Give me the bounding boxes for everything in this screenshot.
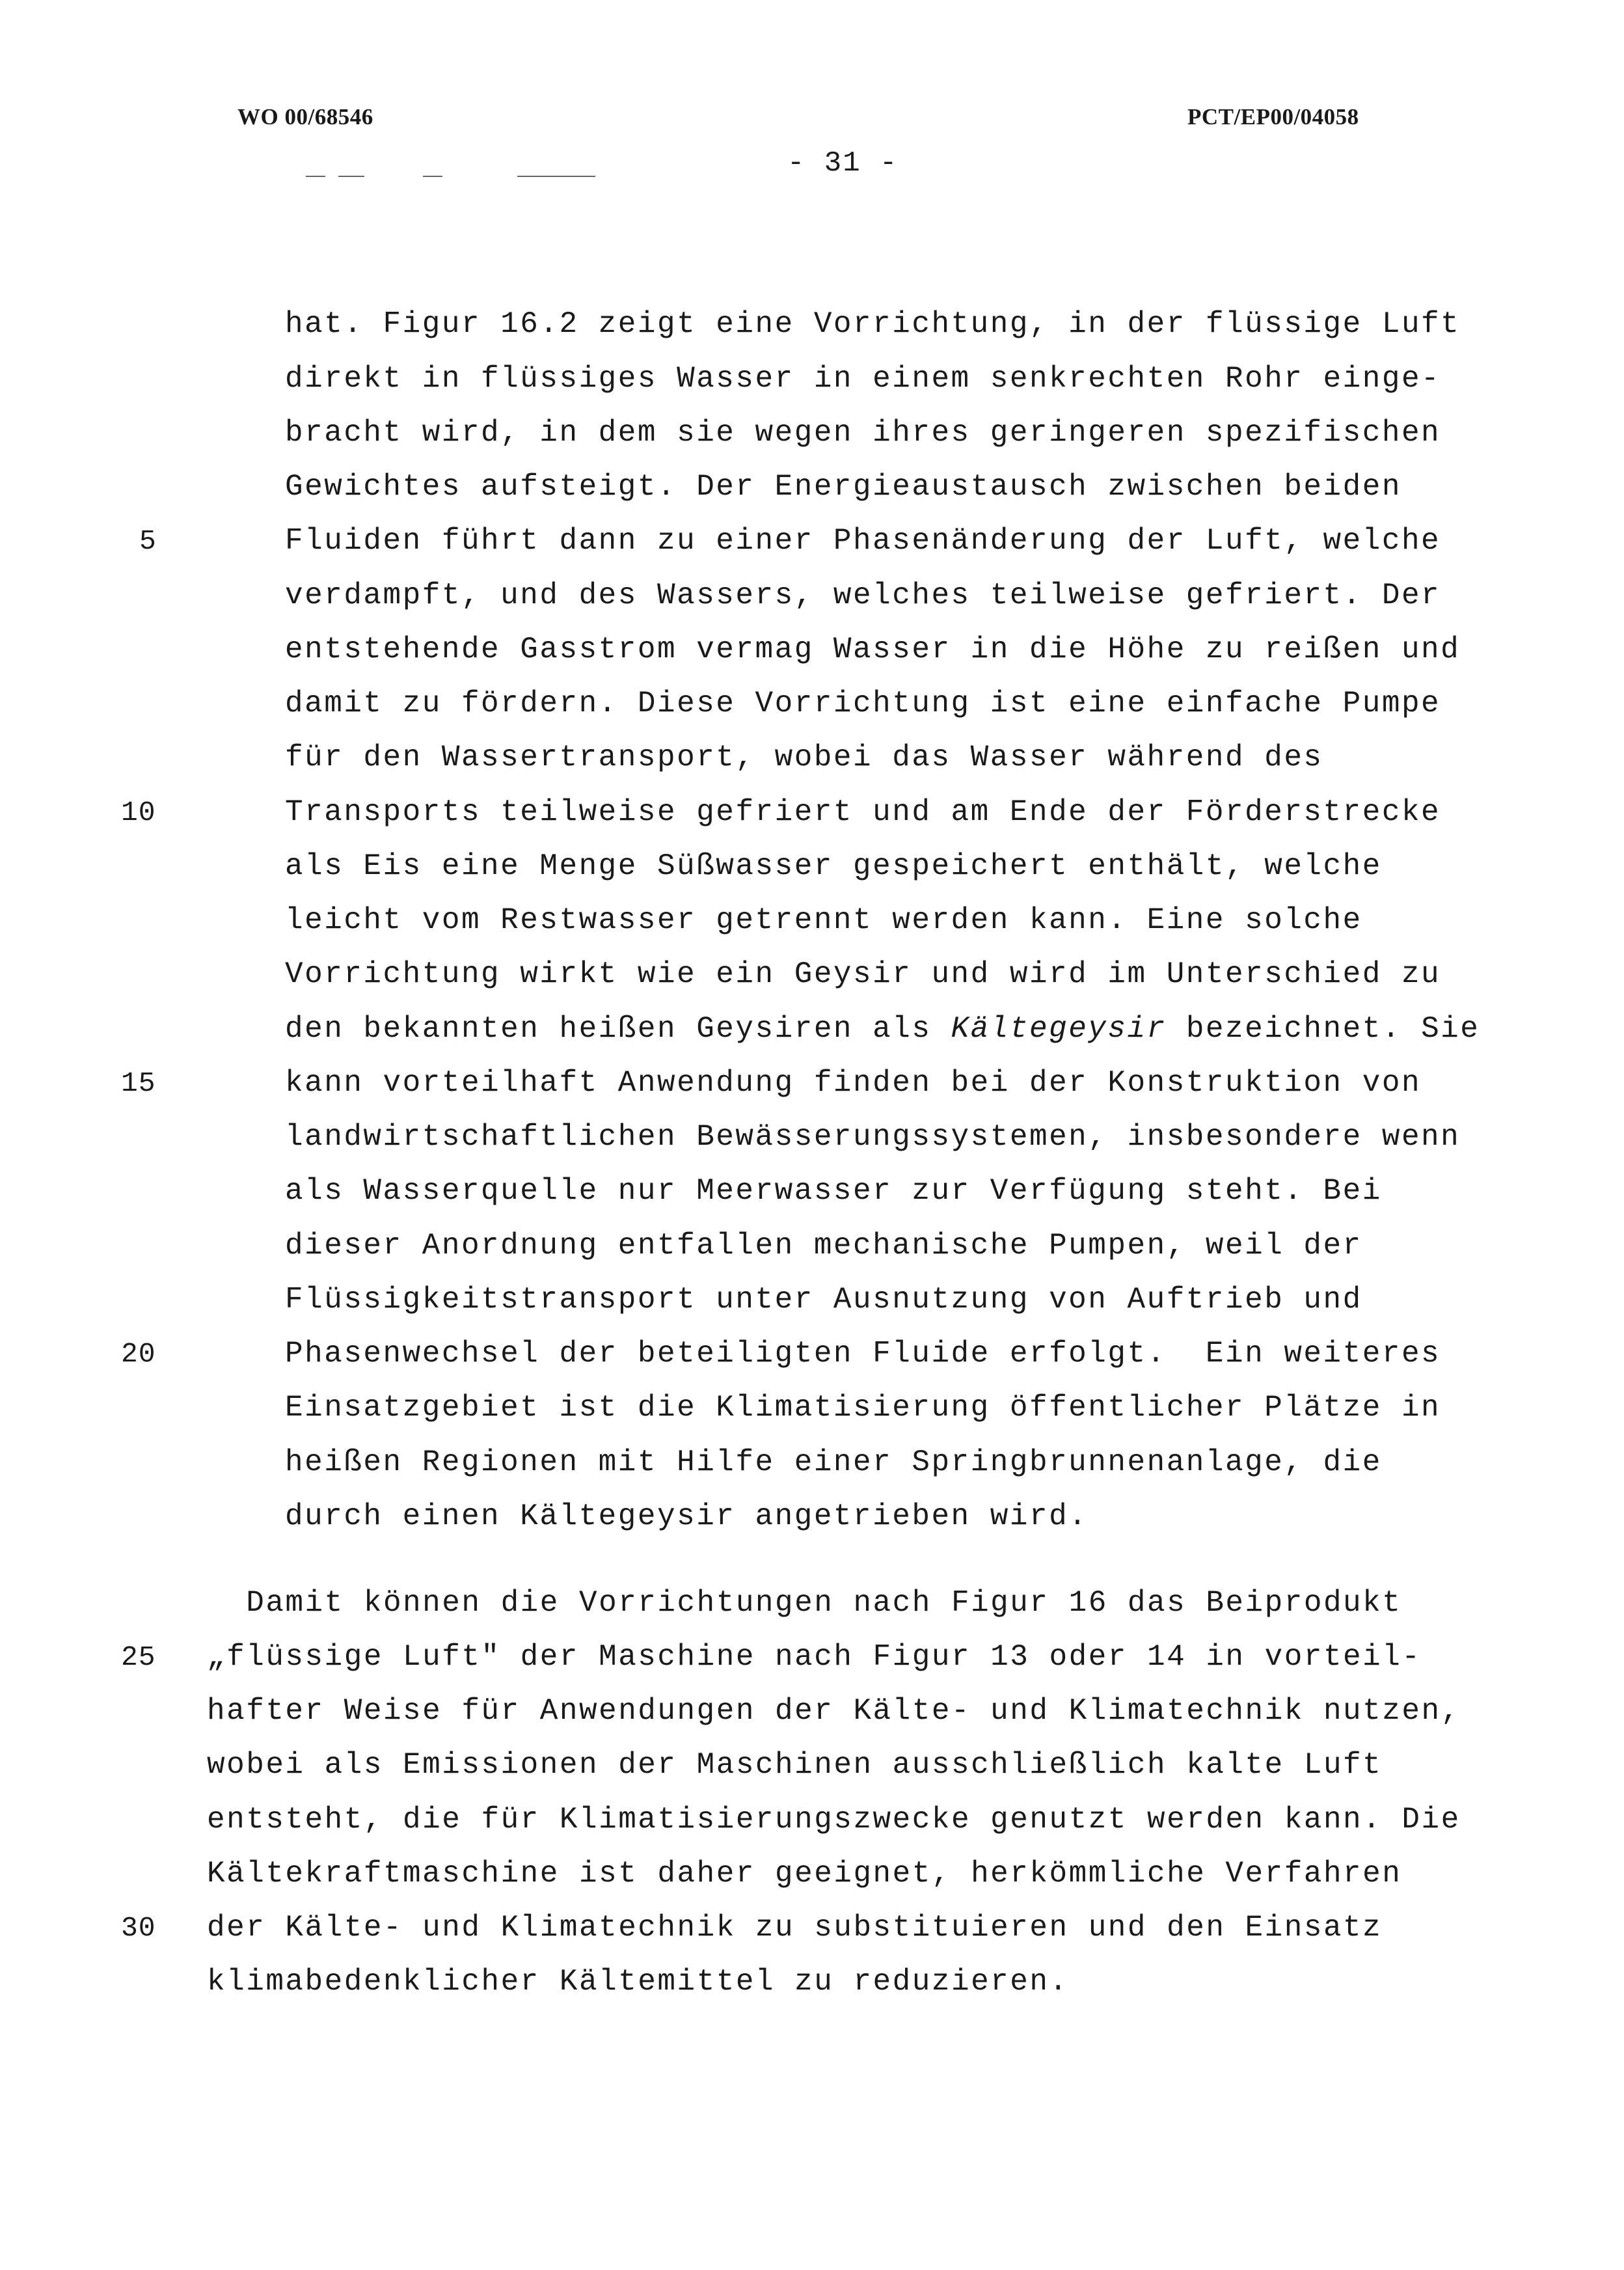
text-line: Flüssigkeitstransport unter Ausnutzung von Auftrieb und	[285, 1283, 1362, 1317]
text-line: Gewichtes aufsteigt. Der Energieaustausch zwischen beiden	[285, 470, 1401, 504]
text-line: leicht vom Restwasser getrennt werden kann. Eine solche	[285, 903, 1362, 937]
text-line: heißen Regionen mit Hilfe einer Springbrunnenanlage, die	[285, 1445, 1382, 1479]
application-number: PCT/EP00/04058	[1187, 104, 1359, 130]
text-line: landwirtschaftlichen Bewässerungssystemen, insbesondere wenn	[285, 1120, 1461, 1154]
scan-artifact	[338, 176, 364, 177]
line-number: 20	[121, 1338, 156, 1370]
text-line: entstehende Gasstrom vermag Wasser in die Höhe zu reißen und	[285, 633, 1461, 666]
text-line: „flüssige Luft" der Maschine nach Figur 13 oder 14 in vorteil-	[207, 1640, 1422, 1674]
text-line: hat. Figur 16.2 zeigt eine Vorrichtung, in der flüssige Luft	[285, 307, 1461, 341]
text-line: klimabedenklicher Kältemittel zu reduzieren.	[207, 1965, 1069, 1999]
text-line: Transports teilweise gefriert und am Ende der Förderstrecke	[285, 795, 1441, 829]
italic-term: Kältegeysir	[951, 1012, 1167, 1046]
scan-artifact	[423, 176, 442, 177]
text-line: dieser Anordnung entfallen mechanische Pumpen, weil der	[285, 1229, 1362, 1263]
text-line: durch einen Kältegeysir angetrieben wird.	[285, 1499, 1089, 1533]
text-line: Kältekraftmaschine ist daher geeignet, herkömmliche Verfahren	[207, 1857, 1402, 1891]
line-number: 15	[121, 1067, 156, 1099]
line-number: 30	[121, 1912, 156, 1944]
text-segment: bezeichnet. Sie	[1166, 1012, 1480, 1046]
line-number: 25	[121, 1641, 156, 1673]
text-line: der Kälte- und Klimatechnik zu substituieren und den Einsatz	[207, 1911, 1383, 1945]
text-line: direkt in flüssiges Wasser in einem senkrechten Rohr einge-	[285, 362, 1441, 396]
scan-artifact	[306, 176, 325, 177]
text-line: damit zu fördern. Diese Vorrichtung ist eine einfache Pumpe	[285, 687, 1441, 720]
text-line: Fluiden führt dann zu einer Phasenänderung der Luft, welche	[285, 524, 1441, 558]
text-segment: den bekannten heißen Geysiren als	[285, 1012, 951, 1046]
text-line: wobei als Emissionen der Maschinen ausschließlich kalte Luft	[207, 1748, 1383, 1782]
text-line: Einsatzgebiet ist die Klimatisierung öffentlicher Plätze in	[285, 1391, 1441, 1425]
publication-number: WO 00/68546	[237, 104, 373, 130]
text-line: entsteht, die für Klimatisierungszwecke genutzt werden kann. Die	[207, 1803, 1461, 1837]
text-line: hafter Weise für Anwendungen der Kälte- und Klimatechnik nutzen,	[207, 1694, 1461, 1728]
page-number: - 31 -	[787, 147, 899, 180]
text-line: Phasenwechsel der beteiligten Fluide erfolgt. Ein weiteres	[285, 1337, 1441, 1371]
line-number: 5	[139, 525, 157, 557]
text-line: als Wasserquelle nur Meerwasser zur Verfügung steht. Bei	[285, 1174, 1382, 1208]
text-line: Vorrichtung wirkt wie ein Geysir und wird im Unterschied zu	[285, 957, 1441, 991]
text-line	[285, 1014, 1480, 1044]
text-line: bracht wird, in dem sie wegen ihres geringeren spezifischen	[285, 416, 1441, 450]
line-number: 10	[121, 797, 156, 828]
text-line: als Eis eine Menge Süßwasser gespeichert enthält, welche	[285, 849, 1382, 883]
text-line: kann vorteilhaft Anwendung finden bei der Konstruktion von	[285, 1066, 1422, 1100]
text-line: verdampft, und des Wassers, welches teilweise gefriert. Der	[285, 579, 1441, 612]
text-line: für den Wassertransport, wobei das Wasser während des	[285, 741, 1323, 774]
scan-artifact	[517, 176, 595, 177]
text-line: Damit können die Vorrichtungen nach Figur 16 das Beiprodukt	[207, 1586, 1402, 1620]
